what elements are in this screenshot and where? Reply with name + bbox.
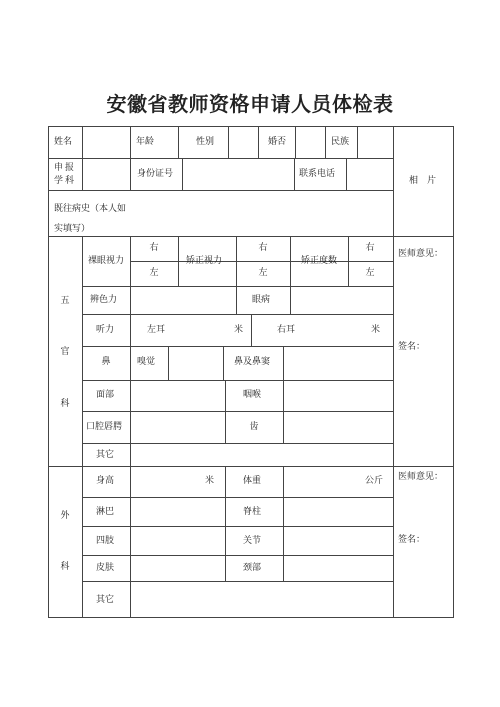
correction-degree-label: 矫正度数	[301, 256, 338, 266]
corrected-right-label: 右	[258, 243, 268, 253]
left-ear-label: 左耳	[147, 325, 166, 335]
id-number-label: 身份证号	[137, 169, 174, 179]
major-label: 申报学科	[54, 163, 77, 186]
waike-section-char-1: 外	[60, 511, 70, 521]
spine-label: 脊柱	[243, 507, 262, 517]
color-vision-label: 辨色力	[90, 295, 118, 305]
medical-history-label: 既往病史（本人如实填写）	[54, 204, 127, 234]
eye-disease-label: 眼病	[252, 295, 271, 305]
waike-other-label: 其它	[96, 595, 115, 605]
joints-label: 关节	[243, 536, 262, 546]
teeth-label: 齿	[249, 422, 259, 432]
corrected-vision-label: 矫正视力	[186, 256, 223, 266]
smell-label: 嗅觉	[137, 357, 156, 367]
page-title: 安徽省教师资格申请人员体检表	[106, 92, 394, 116]
wuguan-section-char-3: 科	[60, 399, 70, 409]
waike-signature: 签名：	[398, 535, 426, 545]
ethnicity-label: 民族	[331, 137, 350, 147]
wuguan-signature: 签名：	[398, 342, 426, 352]
photo-label: 相 片	[409, 176, 437, 186]
wuguan-other-label: 其它	[96, 450, 115, 460]
height-meter: 米	[205, 476, 215, 486]
naked-left-label: 左	[149, 268, 159, 278]
sinus-label: 鼻及鼻窦	[234, 357, 271, 367]
weight-kilogram: 公斤	[365, 476, 384, 486]
gender-label: 性别	[196, 137, 215, 147]
corrected-left-label: 左	[258, 268, 268, 278]
left-ear-meter: 米	[234, 325, 244, 335]
wuguan-section-char-2: 官	[60, 347, 70, 357]
married-label: 婚否	[268, 137, 287, 147]
nose-label: 鼻	[101, 357, 111, 367]
degree-right-label: 右	[365, 243, 375, 253]
face-label: 面部	[96, 390, 115, 400]
waike-section-char-2: 科	[60, 562, 70, 572]
age-label: 年龄	[136, 137, 155, 147]
lymph-label: 淋巴	[96, 507, 115, 517]
name-label: 姓名	[54, 137, 73, 147]
wuguan-doctor-opinion: 医师意见：	[398, 249, 444, 259]
hearing-label: 听力	[96, 325, 115, 335]
neck-label: 颈部	[243, 563, 262, 573]
waike-doctor-opinion: 医师意见：	[398, 472, 444, 482]
wuguan-section-char-1: 五	[60, 296, 70, 306]
phone-label: 联系电话	[299, 169, 336, 179]
height-label: 身高	[96, 476, 115, 486]
naked-vision-label: 裸眼视力	[88, 256, 125, 266]
table-border-right	[453, 126, 454, 618]
degree-left-label: 左	[365, 268, 375, 278]
naked-right-label: 右	[149, 243, 159, 253]
throat-label: 咽喉	[243, 390, 262, 400]
right-ear-label: 右耳	[277, 325, 296, 335]
weight-label: 体重	[243, 476, 262, 486]
right-ear-meter: 米	[371, 325, 381, 335]
limbs-label: 四肢	[96, 536, 115, 546]
skin-label: 皮肤	[96, 563, 115, 573]
table-border-left	[48, 126, 49, 618]
mouth-label: 口腔唇腭	[86, 422, 123, 432]
